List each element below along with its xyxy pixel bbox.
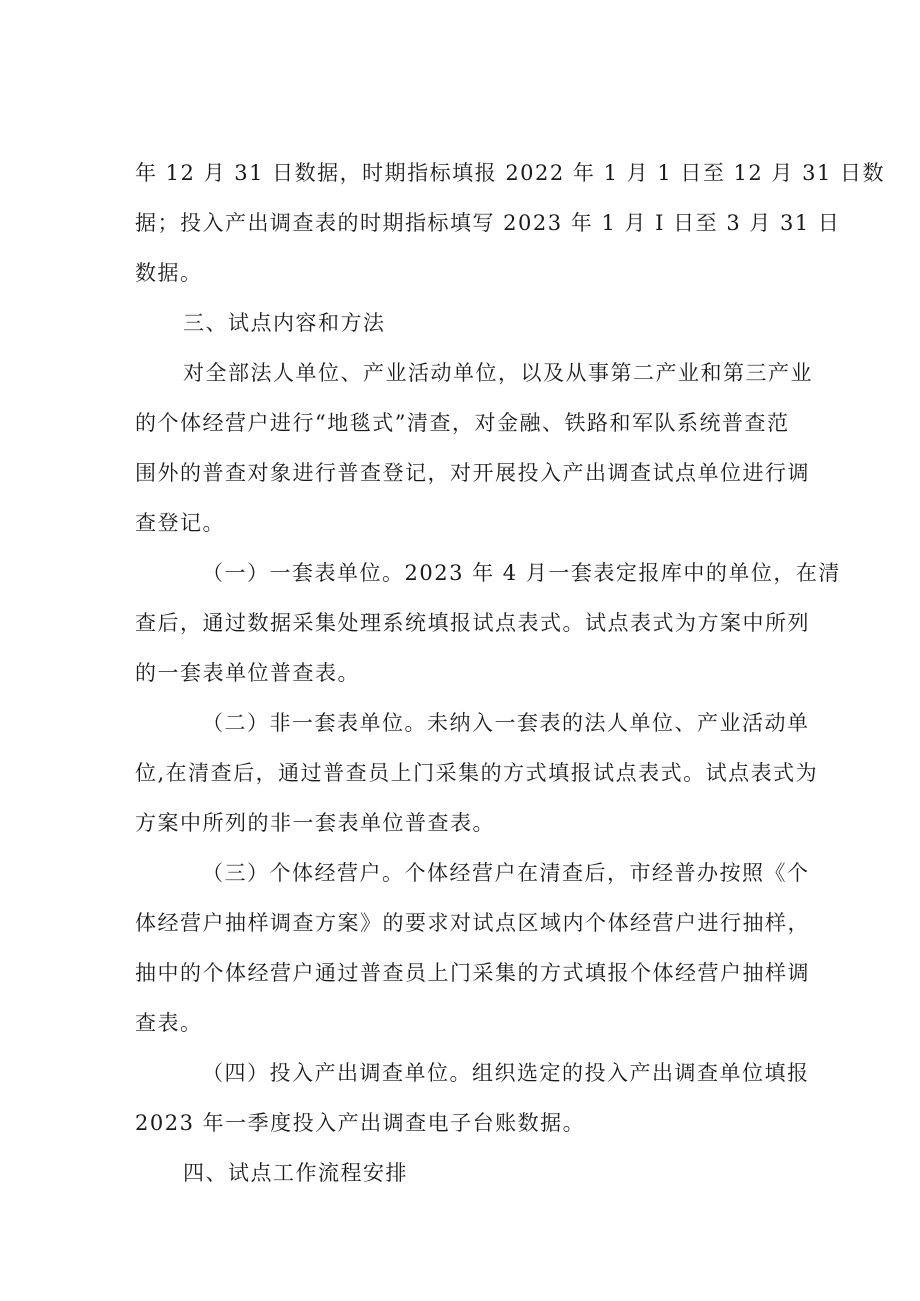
text-line-9: （一）一套表单位。2023 年 4 月一套表定报库中的单位，在清	[202, 561, 841, 585]
text-line-11: 的一套表单位普查表。	[135, 661, 360, 685]
text-line-13: 位,在清查后，通过普查员上门采集的方式填报试点表式。试点表式为	[135, 761, 819, 785]
text-line-16: 体经营户抽样调查方案》的要求对试点区域内个体经营户进行抽样，	[135, 911, 810, 935]
section-heading-3: 三、试点内容和方法	[183, 311, 386, 335]
text-line-1: 年 12 月 31 日数据，时期指标填报 2022 年 1 月 1 日至 12 月 31 日数	[135, 161, 886, 185]
text-line-18: 查表。	[135, 1011, 203, 1035]
text-line-12: （二）非一套表单位。未纳入一套表的法人单位、产业活动单	[202, 711, 810, 735]
text-line-2: 据；投入产出调查表的时期指标填写 2023 年 1 月 I 日至 3 月 31 日	[135, 211, 841, 235]
text-line-15: （三）个体经营户。个体经营户在清查后，市经普办按照《个	[202, 861, 810, 885]
text-line-8: 查登记。	[135, 511, 225, 535]
text-line-10: 查后，通过数据采集处理系统填报试点表式。试点表式为方案中所列	[135, 611, 810, 635]
section-heading-4: 四、试点工作流程安排	[183, 1161, 408, 1185]
text-line-17: 抽中的个体经营户通过普查员上门采集的方式填报个体经营户抽样调	[135, 961, 810, 985]
text-line-6: 的个体经营户进行“地毯式”清查，对金融、铁路和军队系统普查范	[135, 411, 790, 435]
text-line-5: 对全部法人单位、产业活动单位，以及从事第二产业和第三产业	[183, 361, 813, 385]
text-line-7: 围外的普查对象进行普查登记，对开展投入产出调查试点单位进行调	[135, 461, 810, 485]
text-line-20: 2023 年一季度投入产出调查电子台账数据。	[135, 1111, 586, 1135]
text-line-3: 数据。	[135, 261, 203, 285]
text-line-19: （四）投入产出调查单位。组织选定的投入产出调查单位填报	[202, 1061, 810, 1085]
text-line-14: 方案中所列的非一套表单位普查表。	[135, 811, 495, 835]
